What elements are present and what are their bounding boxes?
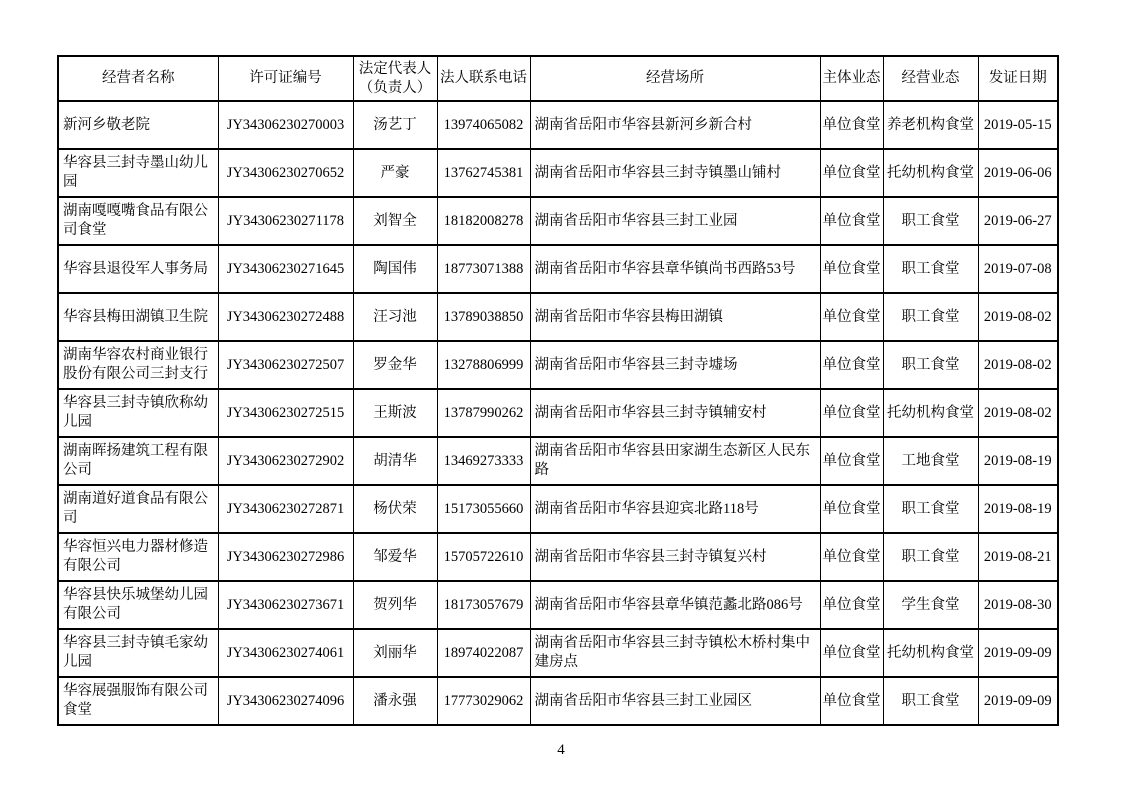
column-header-address: 经营场所 [530,56,820,101]
cell-name: 湖南嘎嘎嘴食品有限公司食堂 [58,197,218,245]
cell-operating-type: 职工食堂 [883,533,978,581]
cell-phone: 18182008278 [437,197,530,245]
table-row [58,581,1058,629]
column-header-main-type: 主体业态 [820,56,883,101]
cell-operating-type: 职工食堂 [883,341,978,389]
cell-main-type: 单位食堂 [820,677,883,725]
cell-license: JY34306230272515 [218,389,353,437]
table-row [58,389,1058,437]
cell-phone: 13974065082 [437,101,530,149]
cell-representative: 汤艺丁 [353,101,437,149]
cell-main-type: 单位食堂 [820,293,883,341]
column-header-representative: 法定代表人（负责人） [353,56,437,101]
cell-operating-type: 工地食堂 [883,437,978,485]
cell-operating-type: 托幼机构食堂 [883,629,978,677]
column-header-operator-name: 经营者名称 [58,56,218,101]
cell-main-type: 单位食堂 [820,485,883,533]
cell-main-type: 单位食堂 [820,389,883,437]
cell-issue-date: 2019-07-08 [978,245,1058,293]
cell-representative: 杨伏荣 [353,485,437,533]
cell-name: 华容县三封寺镇毛家幼儿园 [58,629,218,677]
cell-issue-date: 2019-06-27 [978,197,1058,245]
cell-issue-date: 2019-08-19 [978,485,1058,533]
table-row [58,245,1058,293]
cell-operating-type: 养老机构食堂 [883,101,978,149]
cell-main-type: 单位食堂 [820,341,883,389]
table-row [58,677,1058,725]
cell-phone: 13469273333 [437,437,530,485]
column-header-issue-date: 发证日期 [978,56,1058,101]
cell-issue-date: 2019-08-02 [978,389,1058,437]
cell-address: 湖南省岳阳市华容县梅田湖镇 [530,293,820,341]
cell-name: 华容县三封寺墨山幼儿园 [58,149,218,197]
cell-address: 湖南省岳阳市华容县三封寺镇墨山铺村 [530,149,820,197]
cell-phone: 18773071388 [437,245,530,293]
cell-main-type: 单位食堂 [820,245,883,293]
license-table [57,55,1059,726]
cell-address: 湖南省岳阳市华容县三封寺镇复兴村 [530,533,820,581]
cell-operating-type: 职工食堂 [883,293,978,341]
cell-main-type: 单位食堂 [820,197,883,245]
cell-main-type: 单位食堂 [820,149,883,197]
table-header-row [58,56,1058,101]
cell-name: 华容恒兴电力器材修造有限公司 [58,533,218,581]
cell-address: 湖南省岳阳市华容县新河乡新合村 [530,101,820,149]
cell-name: 湖南华容农村商业银行股份有限公司三封支行 [58,341,218,389]
cell-issue-date: 2019-08-21 [978,533,1058,581]
cell-issue-date: 2019-08-02 [978,293,1058,341]
cell-license: JY34306230271178 [218,197,353,245]
cell-phone: 13787990262 [437,389,530,437]
cell-phone: 18974022087 [437,629,530,677]
cell-representative: 潘永强 [353,677,437,725]
cell-representative: 刘丽华 [353,629,437,677]
cell-representative: 严豪 [353,149,437,197]
table-row [58,149,1058,197]
cell-phone: 17773029062 [437,677,530,725]
cell-phone: 18173057679 [437,581,530,629]
table-row [58,437,1058,485]
cell-operating-type: 职工食堂 [883,485,978,533]
cell-main-type: 单位食堂 [820,437,883,485]
cell-address: 湖南省岳阳市华容县章华镇范蠡北路086号 [530,581,820,629]
cell-representative: 罗金华 [353,341,437,389]
cell-representative: 陶国伟 [353,245,437,293]
cell-issue-date: 2019-08-02 [978,341,1058,389]
cell-representative: 贺列华 [353,581,437,629]
cell-phone: 13789038850 [437,293,530,341]
table-row [58,341,1058,389]
table-row [58,485,1058,533]
cell-license: JY34306230272507 [218,341,353,389]
cell-name: 新河乡敬老院 [58,101,218,149]
cell-address: 湖南省岳阳市华容县三封寺镇辅安村 [530,389,820,437]
table-row [58,533,1058,581]
cell-name: 华容县梅田湖镇卫生院 [58,293,218,341]
cell-address: 湖南省岳阳市华容县三封工业园 [530,197,820,245]
cell-issue-date: 2019-09-09 [978,677,1058,725]
cell-name: 湖南道好道食品有限公司 [58,485,218,533]
cell-name: 华容县退役军人事务局 [58,245,218,293]
cell-address: 湖南省岳阳市华容县三封寺墟场 [530,341,820,389]
cell-address: 湖南省岳阳市华容县章华镇尚书西路53号 [530,245,820,293]
cell-representative: 邹爱华 [353,533,437,581]
cell-license: JY34306230273671 [218,581,353,629]
table-row [58,629,1058,677]
page-number: 4 [557,742,565,758]
cell-license: JY34306230272986 [218,533,353,581]
table-row [58,101,1058,149]
table-row [58,293,1058,341]
cell-address: 湖南省岳阳市华容县三封寺镇松木桥村集中建房点 [530,629,820,677]
cell-license: JY34306230274061 [218,629,353,677]
cell-phone: 15705722610 [437,533,530,581]
cell-main-type: 单位食堂 [820,581,883,629]
cell-name: 华容县快乐城堡幼儿园有限公司 [58,581,218,629]
cell-issue-date: 2019-05-15 [978,101,1058,149]
cell-name: 华容展强服饰有限公司食堂 [58,677,218,725]
cell-phone: 13278806999 [437,341,530,389]
cell-phone: 15173055660 [437,485,530,533]
table-row [58,197,1058,245]
cell-operating-type: 托幼机构食堂 [883,149,978,197]
cell-address: 湖南省岳阳市华容县田家湖生态新区人民东路 [530,437,820,485]
cell-license: JY34306230270003 [218,101,353,149]
cell-issue-date: 2019-09-09 [978,629,1058,677]
cell-operating-type: 职工食堂 [883,197,978,245]
cell-license: JY34306230272871 [218,485,353,533]
cell-main-type: 单位食堂 [820,629,883,677]
cell-operating-type: 学生食堂 [883,581,978,629]
cell-license: JY34306230274096 [218,677,353,725]
cell-representative: 王斯波 [353,389,437,437]
cell-license: JY34306230272902 [218,437,353,485]
cell-license: JY34306230270652 [218,149,353,197]
cell-representative: 刘智全 [353,197,437,245]
cell-representative: 胡清华 [353,437,437,485]
cell-issue-date: 2019-06-06 [978,149,1058,197]
cell-operating-type: 职工食堂 [883,677,978,725]
cell-issue-date: 2019-08-19 [978,437,1058,485]
cell-license: JY34306230272488 [218,293,353,341]
cell-address: 湖南省岳阳市华容县迎宾北路118号 [530,485,820,533]
cell-name: 湖南晖扬建筑工程有限公司 [58,437,218,485]
cell-main-type: 单位食堂 [820,533,883,581]
cell-phone: 13762745381 [437,149,530,197]
column-header-operating-type: 经营业态 [883,56,978,101]
table-body [58,101,1058,725]
cell-main-type: 单位食堂 [820,101,883,149]
cell-license: JY34306230271645 [218,245,353,293]
cell-address: 湖南省岳阳市华容县三封工业园区 [530,677,820,725]
cell-name: 华容县三封寺镇欣称幼儿园 [58,389,218,437]
cell-operating-type: 职工食堂 [883,245,978,293]
cell-representative: 汪习池 [353,293,437,341]
cell-operating-type: 托幼机构食堂 [883,389,978,437]
cell-issue-date: 2019-08-30 [978,581,1058,629]
column-header-phone: 法人联系电话 [437,56,530,101]
column-header-license-number: 许可证编号 [218,56,353,101]
table-header [58,56,1058,101]
